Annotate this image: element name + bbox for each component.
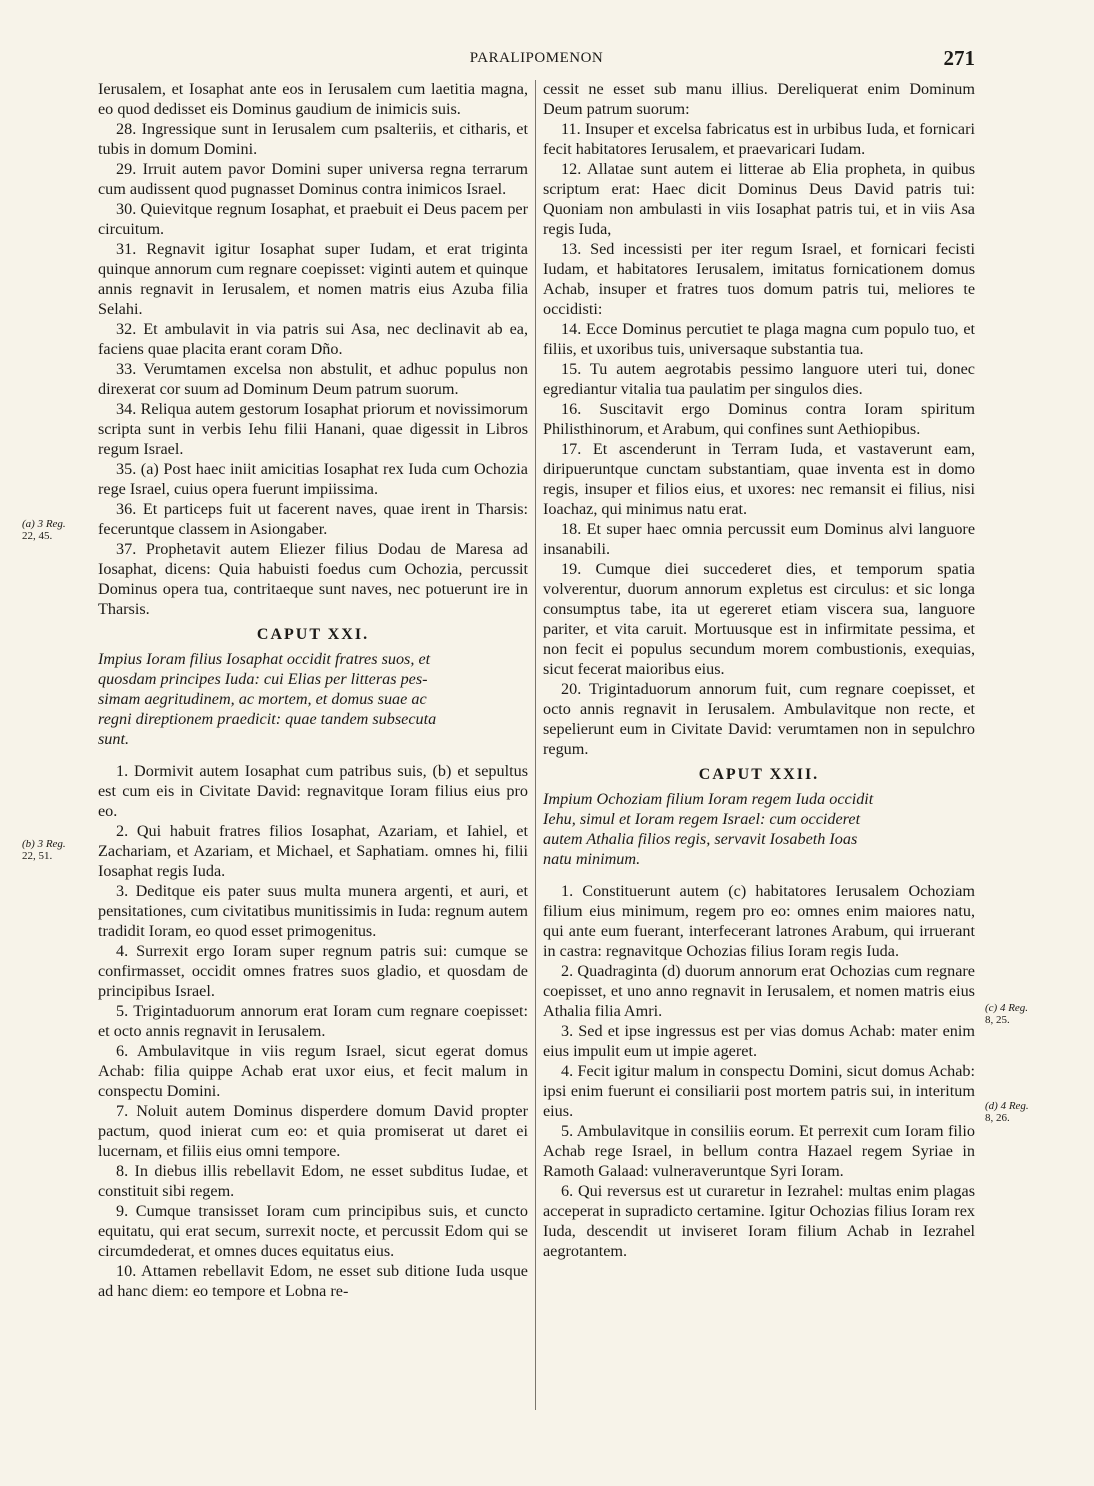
verse-paragraph: 29. Irruit autem pavor Domini super universa regna terrarum cum audissent quod pugnasset Dominus contra inimicos Israel.	[98, 160, 528, 198]
margin-ref-location: 8, 26.	[985, 1112, 1010, 1124]
margin-ref-a	[22, 518, 66, 542]
verse-paragraph: 32. Et ambulavit in via patris sui Asa, nec declinavit ab ea, faciens quae placita erant coram Dño.	[98, 320, 528, 358]
summary-line: quosdam principes Iuda: cui Elias per litteras pes-	[98, 670, 428, 688]
verse-paragraph: 10. Attamen rebellavit Edom, ne esset sub ditione Iuda usque ad hanc diem: eo tempore et Lobna re-	[98, 1262, 528, 1300]
margin-ref-c	[985, 1002, 1028, 1026]
left-verses-after	[98, 761, 528, 1301]
left-column	[98, 79, 528, 1301]
verse-paragraph: 19. Cumque diei succederet dies, et temporum spatia volverentur, duorum annorum expletus est circulus: et sic longa consumptus tabe, ita ut egereret etiam viscera sua, languore pariter, et vita caruit. Mortuusque est in infirmitate pessima, et non fecit ei populus secundum morem combustionis, exequias, sicut fecerat maioribus eius.	[543, 560, 975, 678]
verse-paragraph: 20. Trigintaduorum annorum fuit, cum regnare coepisset, et octo annis regnavit in Ierusalem. Ambulavitque non recte, et sepelierunt eum in Civitate David: verumtamen non in sepulchro regum.	[543, 680, 975, 758]
margin-ref-label: (a) 3 Reg.	[22, 518, 66, 530]
chapter-title-xxii: CAPUT XXII.	[698, 766, 820, 783]
verse-paragraph: 11. Insuper et excelsa fabricatus est in urbibus Iuda, et fornicari fecit habitatores Ierusalem, et praevaricari Iudam.	[543, 120, 975, 158]
summary-line: natu minimum.	[543, 850, 641, 868]
margin-ref-d	[985, 1100, 1029, 1124]
verse-paragraph: 37. Prophetavit autem Eliezer filius Dodau de Maresa ad Iosaphat, dicens: Quia habuisti foedus cum Ochozia, percussit Dominus opera tua, contritaeque sunt naves, nec potuerunt ire in Tharsis.	[98, 540, 528, 618]
margin-ref-label: (c) 4 Reg.	[985, 1002, 1029, 1014]
page-header	[98, 46, 975, 74]
verse-paragraph: 30. Quievitque regnum Iosaphat, et praebuit ei Deus pacem per circuitum.	[98, 200, 528, 238]
verse-paragraph: 4. Surrexit ergo Ioram super regnum patris sui: cumque se confirmasset, occidit omnes fratres suos gladio, et quosdam de principibus Israel.	[98, 942, 528, 1000]
verse-paragraph: 2. Quadraginta (d) duorum annorum erat Ochozias cum regnare coepisset, et uno anno regnavit in Ierusalem, et nomen matris eius Athalia filia Amri.	[543, 962, 975, 1020]
verse-paragraph: 1. Constituerunt autem (c) habitatores Ierusalem Ochoziam filium eius minimum, regem pro eo: omnes enim maiores natu, qui ante eum fuerant, interfecerant latrones Arabum, qui irruerant in castra: regnavitque Ochozias filius Ioram regis Iuda.	[543, 882, 975, 960]
chapter-summary-xxi	[98, 649, 528, 749]
verse-paragraph: 2. Qui habuit fratres filios Iosaphat, Azariam, et Iahiel, et Zachariam, et Azariam, et Michael, et Saphatiam. omnes hi, filii Iosaphat regis Iuda.	[98, 822, 528, 880]
verse-paragraph: 36. Et particeps fuit ut facerent naves, quae irent in Tharsis: feceruntque classem in Asiongaber.	[98, 500, 528, 538]
margin-ref-location: 8, 25.	[985, 1014, 1010, 1026]
margin-ref-location: 22, 51.	[22, 850, 53, 862]
verse-paragraph: 8. In diebus illis rebellavit Edom, ne esset subditus Iudae, et constituit sibi regem.	[98, 1162, 528, 1200]
verse-paragraph: Ierusalem, et Iosaphat ante eos in Ierusalem cum laetitia magna, eo quod dedisset eis Dominus gaudium de inimicis suis.	[98, 80, 528, 118]
verse-paragraph: 28. Ingressique sunt in Ierusalem cum psalteriis, et citharis, et tubis in domum Domini.	[98, 120, 528, 158]
verse-paragraph: 14. Ecce Dominus percutiet te plaga magna cum populo tuo, et filiis, et uxoribus tuis, universaque substantia tua.	[543, 320, 975, 358]
running-title: PARALIPOMENON	[469, 50, 604, 66]
right-column	[543, 79, 975, 1261]
margin-ref-label: (d) 4 Reg.	[985, 1100, 1029, 1112]
verse-paragraph: 35. (a) Post haec iniit amicitias Iosaphat rex Iuda cum Ochozia rege Israel, cuius opera fuerunt impiissima.	[98, 460, 528, 498]
page-number: 271	[943, 46, 975, 70]
verse-paragraph: 33. Verumtamen excelsa non abstulit, et adhuc populus non direxerat cor suum ad Dominum Deum patrum suorum.	[98, 360, 528, 398]
verse-paragraph: 15. Tu autem aegrotabis pessimo languore uteri tui, donec egrediantur vitalia tua paulatim per singulos dies.	[543, 360, 975, 398]
column-divider	[535, 80, 536, 1410]
verse-paragraph: 7. Noluit autem Dominus disperdere domum David propter pactum, quod inierat cum eo: et quia promiserat ut daret ei lucernam, et filiis eius omni tempore.	[98, 1102, 528, 1160]
verse-paragraph: 4. Fecit igitur malum in conspectu Domini, sicut domus Achab: ipsi enim fuerunt ei consiliarii post mortem patris sui, in interitum eius.	[543, 1062, 975, 1120]
verse-paragraph: 12. Allatae sunt autem ei litterae ab Elia propheta, in quibus scriptum erat: Haec dicit Dominus Deus David patris tui: Quoniam non ambulasti in viis Iosaphat patris tui, et in viis Asa regis Iuda,	[543, 160, 975, 238]
summary-line: simam aegritudinem, ac mortem, et domus suae ac	[98, 690, 427, 708]
margin-ref-b	[22, 838, 66, 862]
verse-paragraph: 6. Ambulavitque in viis regum Israel, sicut egerat domus Achab: filia quippe Achab erat uxor eius, et fecit malum in conspectu Domini.	[98, 1042, 528, 1100]
summary-line: Impium Ochoziam filium Ioram regem Iuda occidit	[543, 790, 874, 808]
right-verses-before	[543, 79, 975, 759]
verse-paragraph: 6. Qui reversus est ut curaretur in Iezrahel: multas enim plagas acceperat in supradicto certamine. Igitur Ochozias filius Ioram rex Iuda, descendit ut inviseret Ioram filium Achab in Iezrahel aegrotantem.	[543, 1182, 975, 1260]
verse-paragraph: 13. Sed incessisti per iter regum Israel, et fornicari fecisti Iudam, et habitatores Ierusalem, imitatus fornicationem domus Achab, insuper et fratres tuos domum patris tui, meliores te occidisti:	[543, 240, 975, 318]
chapter-summary-xxii	[543, 789, 975, 869]
margin-ref-label: (b) 3 Reg.	[22, 838, 66, 850]
summary-line: regni direptionem praedicit: quae tandem subsecuta	[98, 710, 437, 728]
verse-paragraph: 1. Dormivit autem Iosaphat cum patribus suis, (b) et sepultus est cum eis in Civitate David: regnavitque Ioram filius eius pro eo.	[98, 762, 528, 820]
verse-paragraph: cessit ne esset sub manu illius. Dereliquerat enim Dominum Deum patrum suorum:	[543, 80, 975, 118]
verse-paragraph: 18. Et super haec omnia percussit eum Dominus alvi languore insanabili.	[543, 520, 975, 558]
verse-paragraph: 3. Deditque eis pater suus multa munera argenti, et auri, et pensitationes, cum civitatibus munitissimis in Iuda: regnum autem tradidit Ioram, eo quod esset primogenitus.	[98, 882, 528, 940]
verse-paragraph: 5. Ambulavitque in consiliis eorum. Et perrexit cum Ioram filio Achab rege Israel, in bellum contra Hazael regem Syriae in Ramoth Galaad: vulneraveruntque Syri Ioram.	[543, 1122, 975, 1180]
verse-paragraph: 31. Regnavit igitur Iosaphat super Iudam, et erat triginta quinque annorum cum regnare coepisset: viginti autem et quinque annis regnavit in Ierusalem, et nomen matris eius Azuba filia Selahi.	[98, 240, 528, 318]
right-verses-after	[543, 881, 975, 1261]
verse-paragraph: 5. Trigintaduorum annorum erat Ioram cum regnare coepisset: et octo annis regnavit in Ierusalem.	[98, 1002, 528, 1040]
verse-paragraph: 16. Suscitavit ergo Dominus contra Ioram spiritum Philisthinorum, et Arabum, qui confines sunt Aethiopibus.	[543, 400, 975, 438]
chapter-title-xxi: CAPUT XXI.	[256, 626, 370, 643]
verse-paragraph: 34. Reliqua autem gestorum Iosaphat priorum et novissimorum scripta sunt in verbis Iehu filii Hanani, quae digessit in Libros regum Israel.	[98, 400, 528, 458]
verse-paragraph: 17. Et ascenderunt in Terram Iuda, et vastaverunt eam, diripueruntque cunctam substantiam, quae inventa est in domo regis, insuper et filios eius, et uxores: nec remansit ei filius, nisi Ioachaz, qui minimus natu erat.	[543, 440, 975, 518]
summary-line: autem Athalia filios regis, servavit Iosabeth Ioas	[543, 830, 858, 848]
verse-paragraph: 9. Cumque transisset Ioram cum principibus suis, et cuncto equitatu, qui erat secum, surrexit nocte, et percussit Edom qui se circumdederat, et omnes duces equitatus eius.	[98, 1202, 528, 1260]
summary-line: Impius Ioram filius Iosaphat occidit fratres suos, et	[98, 650, 431, 668]
summary-line: sunt.	[98, 730, 130, 748]
margin-ref-location: 22, 45.	[22, 530, 53, 542]
verse-paragraph: 3. Sed et ipse ingressus est per vias domus Achab: mater enim eius impulit eum ut impie ageret.	[543, 1022, 975, 1060]
left-verses-before	[98, 79, 528, 619]
summary-line: Iehu, simul et Ioram regem Israel: cum occideret	[543, 810, 861, 828]
